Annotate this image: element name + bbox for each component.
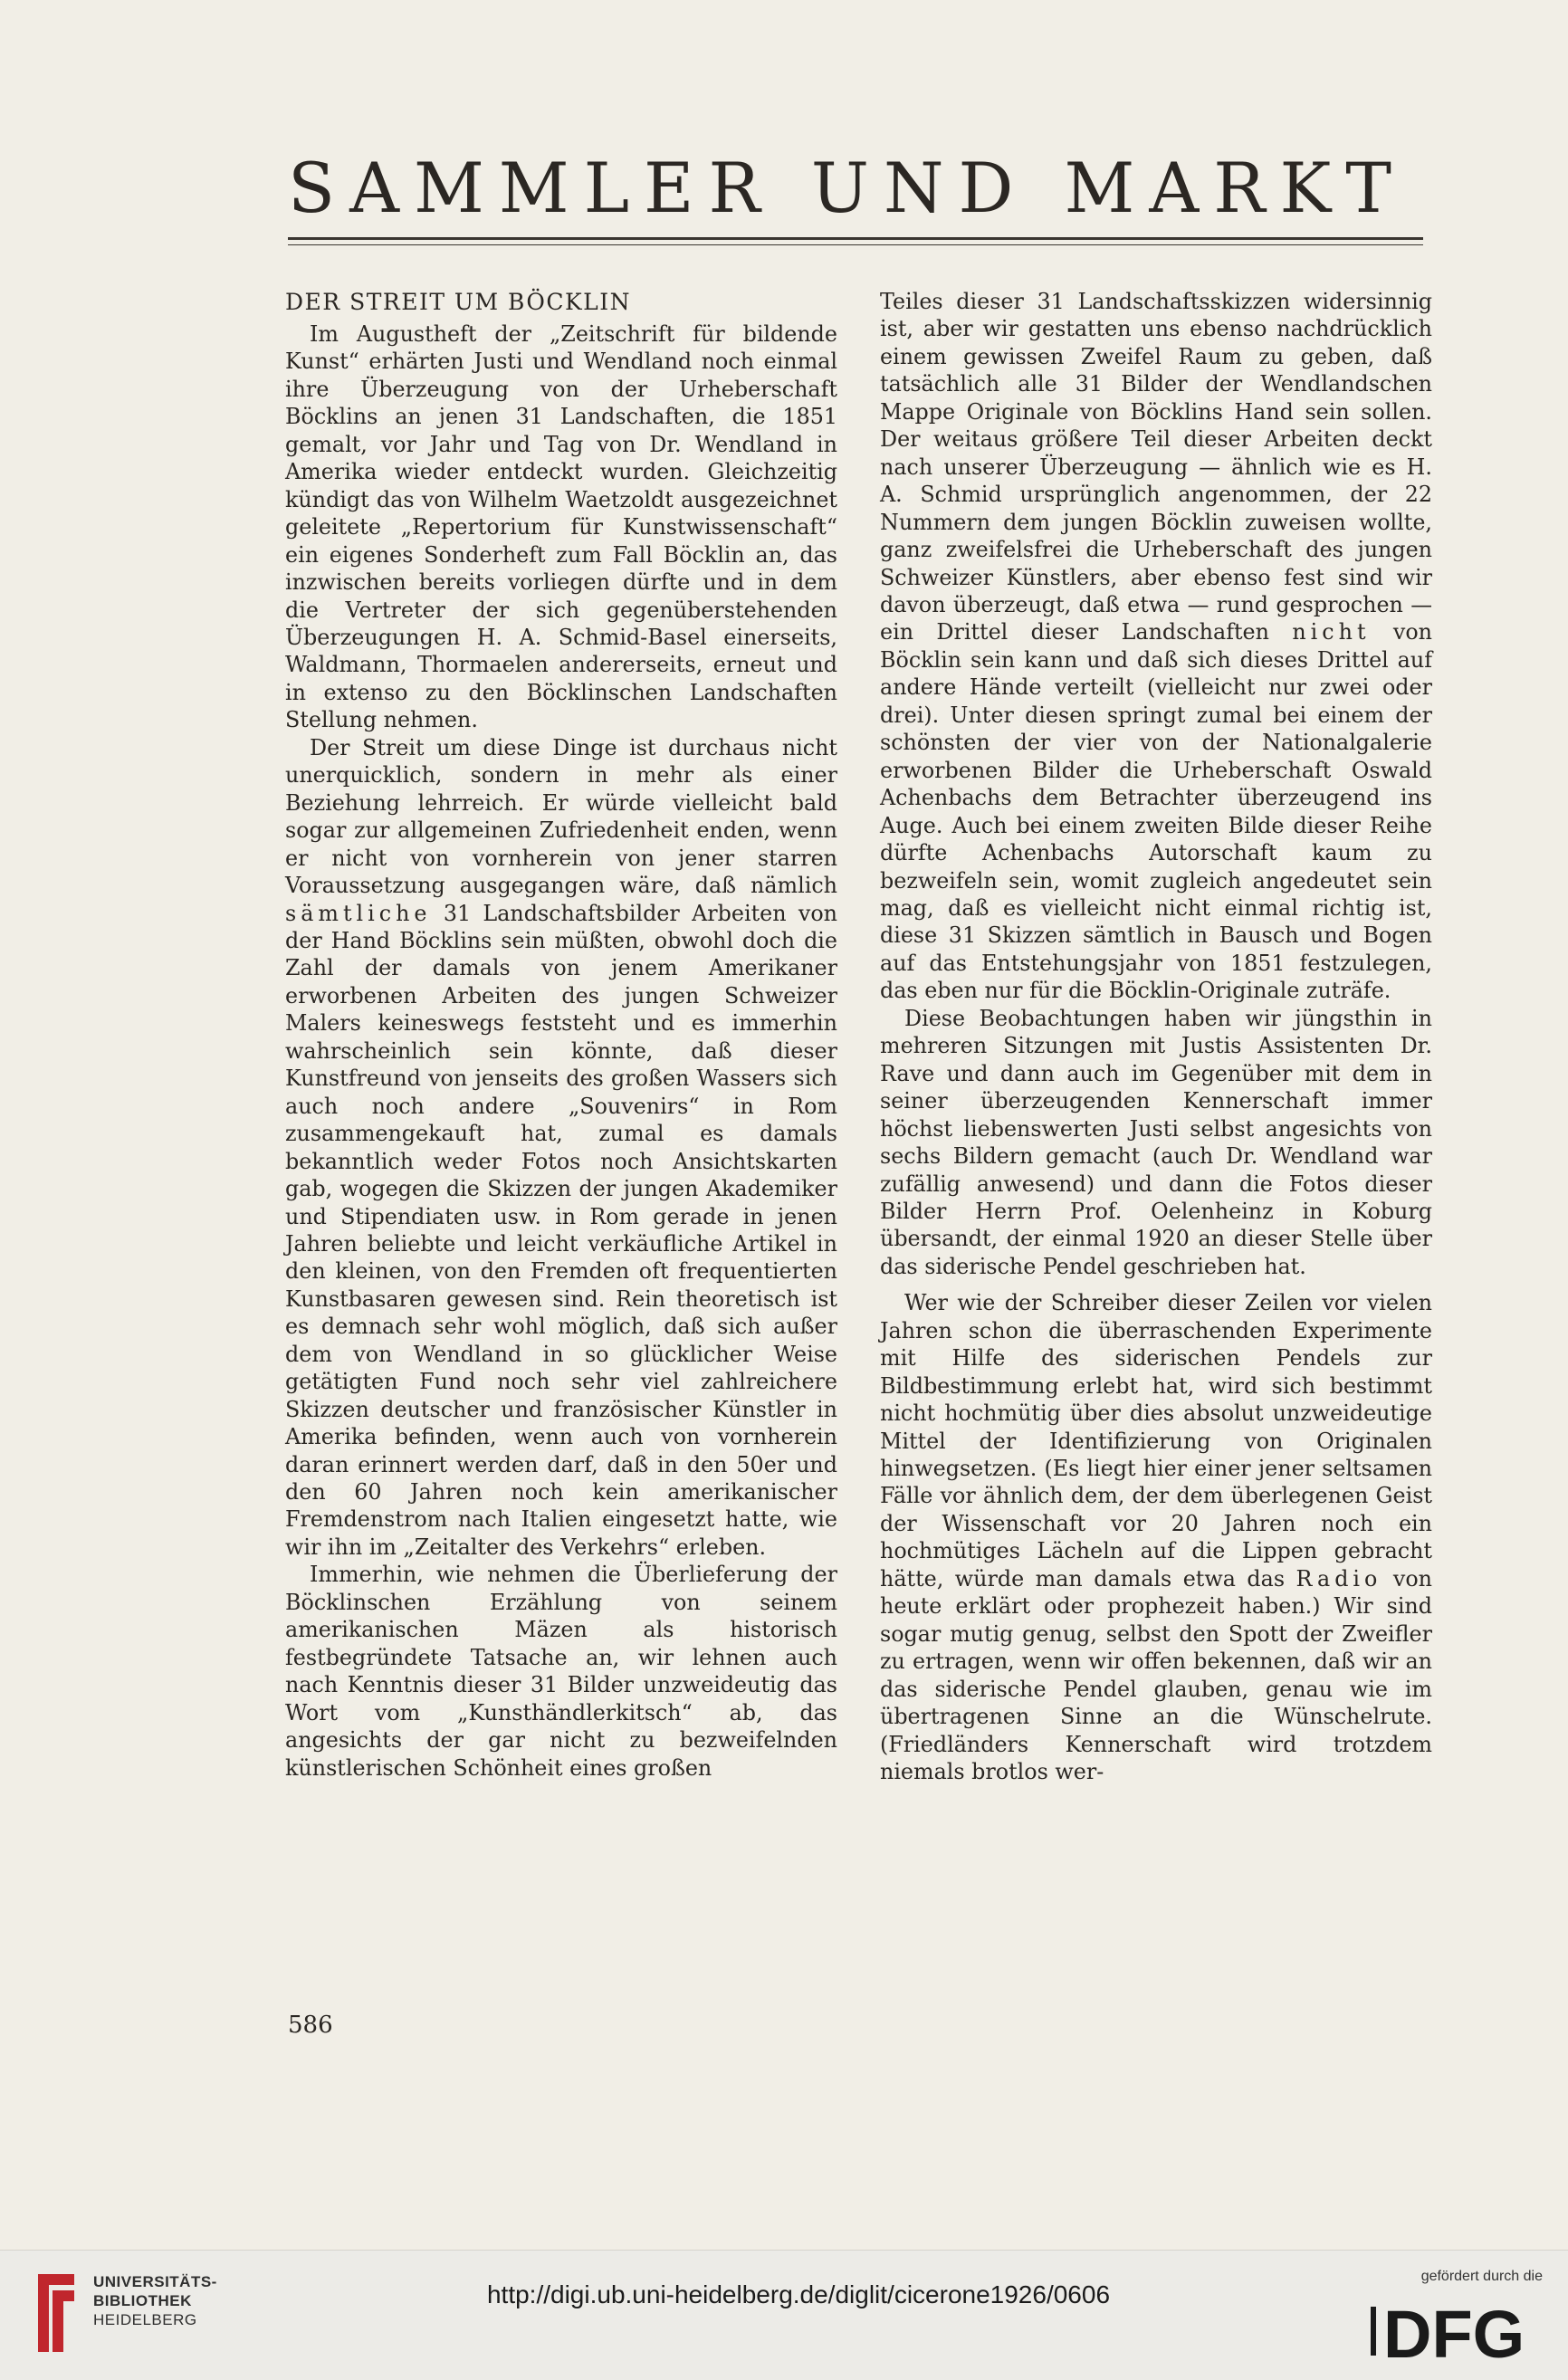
emphasis-spaced: nicht xyxy=(1292,619,1371,645)
paragraph-text: Der Streit um diese Dinge ist durchaus nicht unerquicklich, sondern in mehr als einer Beziehung lehrreich. Er würde vielleicht bald sogar zur allgemeinen Zufriedenheit enden, wenn er nicht von vornherein von jener starren Voraussetzung ausgegangen wäre, daß nämlich xyxy=(285,734,837,899)
title-rule-thin xyxy=(288,244,1423,245)
dfg-logo-icon xyxy=(1371,2298,1543,2365)
paragraph-text: von Böcklin sein kann und daß sich dieses Drittel auf andere Hände verteilt (vielleicht nur zwei oder drei). Unter diesen springt zumal bei einem der schönsten der vier von der Nationalgalerie erworbenen Bilder die Urheberschaft Oswald Achenbachs dem Betrachter überzeugend ins Auge. Auch bei einem zweiten Bilde dieser Reihe dürfte Achenbachs Autorschaft kaum zu bezweifeln sein, womit zugleich angedeutet sein mag, daß es vielleicht nicht einmal richtig ist, diese 31 Skizzen sämtlich in Bausch und Bogen auf das Entstehungsjahr von 1851 festzulegen, das eben nur für die Böcklin-Originale zuträfe. xyxy=(880,619,1432,1004)
paragraph: Im Augustheft der „Zeitschrift für bildende Kunst“ erhärten Justi und Wendland noch einmal ihre Überzeugung von der Urheberschaft Böcklins an jenen 31 Landschaften, die 1851 gemalt, vor Jahr und Tag von Dr. Wendland in Amerika wieder entdeckt wurden. Gleichzeitig kündigt das von Wilhelm Waetzoldt ausgezeichnet geleitete „Repertorium für Kunstwissenschaft“ ein eigenes Sonderheft zum Fall Böcklin an, das inzwischen bereits vorliegen dürfte und in dem die Vertreter der sich gegenüberstehenden Überzeugungen H. A. Schmid-Basel einerseits, Waldmann, Thormaelen andererseits, erneut und in extenso zu den Böcklinschen Landschaften Stellung nehmen. xyxy=(285,321,837,733)
paragraph-text: Wer wie der Schreiber dieser Zeilen vor vielen Jahren schon die überraschenden Experimente mit Hilfe des siderischen Pendels zur Bildbestimmung erlebt hat, wird sich bestimmt nicht hochmütig über dies absolut unzweideutige Mittel der Identifizierung von Originalen hinwegsetzen. (Es liegt hier einer jener seltsamen Fälle vor ähnlich dem, der dem überlegenen Geist der Wissenschaft vor 20 Jahren noch ein hochmütiges Lächeln auf die Lippen gebracht hätte, würde man damals etwa das xyxy=(880,1290,1432,1591)
digitization-footer xyxy=(0,2250,1568,2380)
paragraph xyxy=(285,734,837,1562)
library-name: UNIVERSITÄTS- BIBLIOTHEK HEIDELBERG xyxy=(93,2273,217,2328)
emphasis-spaced: Radio xyxy=(1296,1565,1382,1591)
svg-text:DFG: DFG xyxy=(1383,2298,1525,2365)
left-column xyxy=(285,288,837,1782)
permalink-url[interactable]: http://digi.ub.uni-heidelberg.de/diglit/cicerone1926/0606 xyxy=(486,2280,1111,2308)
paragraph-text: Teiles dieser 31 Landschaftsskizzen widersinnig ist, aber wir gestatten uns ebenso nachdrücklich einem gewissen Zweifel Raum zu geben, daß tatsächlich alle 31 Bilder der Wendlandschen Mappe Originale von Böcklins Hand sein sollen. Der weitaus größere Teil dieser Arbeiten deckt nach unserer Überzeugung — ähnlich wie es H. A. Schmid ursprünglich angenommen, der 22 Nummern dem jungen Böcklin zuweisen wollte, ganz zweifelsfrei die Urheberschaft des jungen Schweizer Künstlers, aber ebenso fest sind wir davon überzeugt, daß etwa — rund gesprochen — ein Drittel dieser Landschaften xyxy=(880,289,1432,645)
title-rule-thick xyxy=(288,237,1423,240)
emphasis-spaced: sämtliche xyxy=(285,900,432,926)
sponsor-label: gefördert durch die xyxy=(1420,2269,1543,2284)
paragraph-text: 31 Landschaftsbilder Arbeiten von der Hand Böcklins sein müßten, obwohl doch die Zahl der damals von jenem Amerikaner erworbenen Arbeiten des jungen Schweizer Malers keineswegs feststeht und es immerhin wahrscheinlich sein könnte, daß dieser Kunstfreund von jenseits des großen Wassers sich auch noch andere „Souvenirs“ in Rom zusammengekauft hat, zumal es damals bekanntlich weder Fotos noch Ansichtskarten gab, wogegen die Skizzen der jungen Akademiker und Stipendiaten usw. in Rom gerade in jenen Jahren beliebte und leicht verkäufliche Artikel in den kleinen, von den Fremden oft frequentierten Kunstbasaren gewesen sind. Rein theoretisch ist es demnach sehr wohl möglich, daß sich außer dem von Wendland in so glücklicher Weise getätigten Fund noch sehr viel zahlreichere Skizzen deutscher und französischer Künstler in Amerika befinden, wenn auch von vornherein daran erinnert werden darf, daß in den 50er und den 60 Jahren noch kein amerikanischer Fremdenstrom nach Italien eingesetzt hatte, wie wir ihn im „Zeitalter des Verkehrs“ erleben. xyxy=(285,900,837,1560)
paragraph-text: von heute erklärt oder prophezeit haben.) Wir sind sogar mutig genug, selbst den Spott der Zweifler zu ertragen, wenn wir offen bekennen, daß wir an das siderische Pendel glauben, genau wie im übertragenen Sinne an die Wünschelrute. (Friedländers Kennerschaft wird trotzdem niemals brotlos wer- xyxy=(880,1565,1432,1785)
library-logo-icon xyxy=(33,2267,80,2359)
paragraph: Diese Beobachtungen haben wir jüngsthin in mehreren Sitzungen mit Justis Assistenten Dr. Rave und dann auch im Gegenüber mit dem in seiner überzeugenden Kennerschaft immer höchst liebenswerten Justi selbst angesichts von sechs Bildern gemacht (auch Dr. Wendland war zufällig anwesend) und dann die Fotos dieser Bilder Herrn Prof. Oelenheinz in Koburg übersandt, der einmal 1920 an dieser Stelle über das siderische Pendel geschrieben hat. xyxy=(880,1005,1432,1279)
paragraph xyxy=(880,1289,1432,1785)
paragraph xyxy=(880,288,1432,1005)
page-number: 586 xyxy=(288,2012,333,2039)
article-heading: DER STREIT UM BÖCKLIN xyxy=(285,289,632,315)
section-title: SAMMLER UND MARKT xyxy=(288,148,1406,228)
right-column xyxy=(880,288,1432,1785)
paragraph: Immerhin, wie nehmen die Überlieferung der Böcklinschen Erzählung von seinem amerikanischen Mäzen als historisch festbegründete Tatsache an, wir lehnen auch nach Kenntnis dieser 31 Bilder unzweideutig das Wort vom „Kunsthändlerkitsch“ ab, das angesichts der gar nicht zu bezweifelnden künstlerischen Schönheit eines großen xyxy=(285,1562,837,1781)
